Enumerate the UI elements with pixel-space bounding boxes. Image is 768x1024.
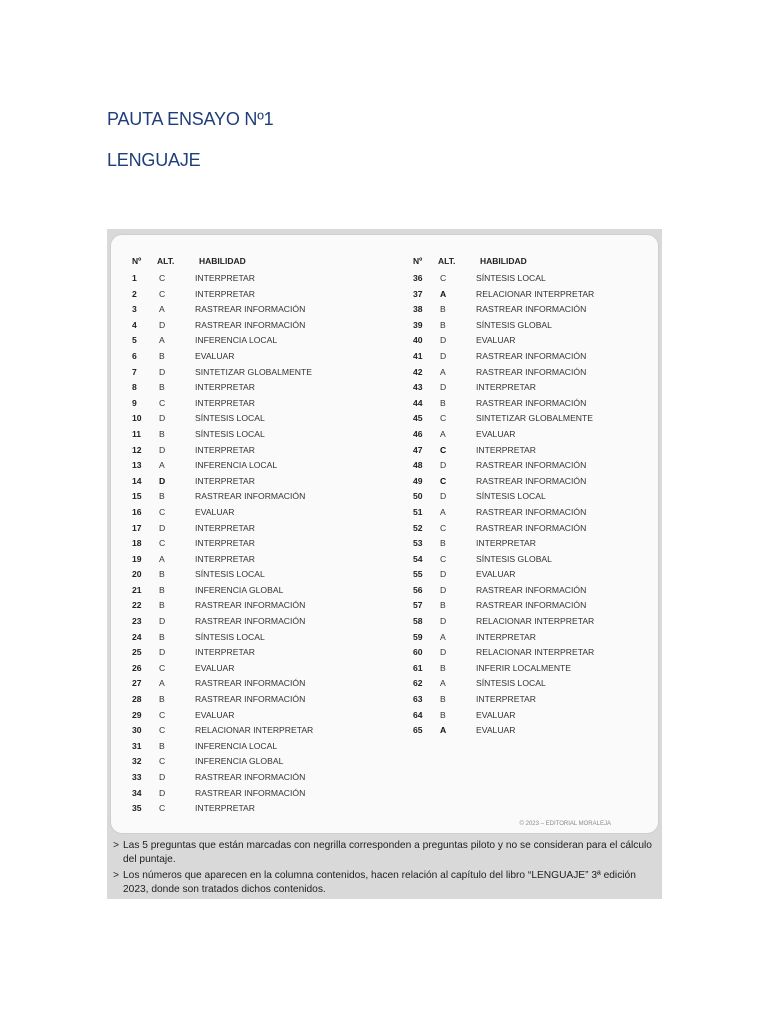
question-number: 15: [132, 491, 142, 502]
question-number: 50: [413, 491, 423, 502]
answer-letter: A: [440, 678, 446, 689]
question-number: 21: [132, 584, 142, 595]
answer-letter: A: [440, 288, 447, 299]
answer-letter: D: [440, 647, 447, 658]
answer-letter: D: [440, 569, 447, 580]
question-number: 8: [132, 382, 137, 393]
skill-label: INTERPRETAR: [195, 288, 256, 299]
skill-label: INTERPRETAR: [195, 647, 256, 658]
skill-label: RASTREAR INFORMACIÓN: [476, 350, 587, 361]
question-number: 22: [132, 600, 142, 611]
answer-letter: D: [159, 413, 166, 424]
skill-label: INTERPRETAR: [195, 475, 256, 486]
answer-letter: B: [440, 304, 446, 315]
answer-letter: C: [159, 273, 166, 283]
answer-letter: D: [440, 584, 447, 595]
answer-letter: B: [159, 631, 165, 642]
answer-letter: D: [440, 382, 447, 393]
skill-label: RASTREAR INFORMACIÓN: [476, 397, 587, 408]
skill-label: EVALUAR: [476, 725, 516, 736]
skill-label: RASTREAR INFORMACIÓN: [195, 491, 306, 502]
answer-letter: D: [159, 647, 166, 658]
skill-label: EVALUAR: [195, 662, 235, 673]
answer-letter: B: [159, 740, 165, 751]
question-number: 20: [132, 569, 142, 580]
question-number: 47: [413, 444, 423, 455]
question-number: 2: [132, 288, 137, 299]
answer-letter: C: [159, 803, 166, 814]
answer-letter: A: [440, 428, 446, 439]
skill-label: RELACIONAR INTERPRETAR: [476, 647, 595, 658]
skill-label: INTERPRETAR: [476, 631, 537, 642]
question-number: 65: [413, 725, 423, 736]
answer-letter: A: [440, 725, 447, 736]
answer-letter: D: [159, 366, 166, 377]
question-number: 55: [413, 569, 423, 580]
skill-label: SÍNTESIS LOCAL: [476, 273, 546, 283]
answer-letter: B: [440, 397, 446, 408]
answer-letter: D: [440, 350, 447, 361]
skill-label: SÍNTESIS GLOBAL: [476, 553, 552, 564]
answer-letter: B: [159, 600, 165, 611]
question-number: 5: [132, 335, 137, 346]
skill-label: EVALUAR: [195, 506, 235, 517]
header-num: Nº: [413, 256, 423, 266]
question-number: 32: [132, 756, 142, 767]
answer-letter: B: [159, 584, 165, 595]
question-number: 18: [132, 538, 142, 549]
question-number: 60: [413, 647, 423, 658]
answer-letter: D: [159, 475, 166, 486]
skill-label: SÍNTESIS GLOBAL: [476, 319, 552, 330]
answer-letter: B: [440, 694, 446, 705]
answer-letter: D: [440, 335, 447, 346]
question-number: 16: [132, 506, 142, 517]
question-number: 24: [132, 631, 142, 642]
question-number: 59: [413, 631, 423, 642]
skill-label: RASTREAR INFORMACIÓN: [476, 506, 587, 517]
answer-letter: A: [159, 304, 165, 315]
skill-label: INTERPRETAR: [476, 444, 537, 455]
question-number: 48: [413, 460, 423, 471]
skill-label: INTERPRETAR: [195, 803, 256, 814]
skill-label: RASTREAR INFORMACIÓN: [476, 522, 587, 533]
skill-label: INFERENCIA LOCAL: [195, 740, 278, 751]
question-number: 29: [132, 709, 142, 720]
answer-letter: B: [159, 350, 165, 361]
question-number: 11: [132, 428, 142, 439]
header-alt: ALT.: [157, 256, 175, 266]
answer-letter: B: [440, 709, 446, 720]
answer-letter: C: [440, 444, 447, 455]
skill-label: RELACIONAR INTERPRETAR: [195, 725, 314, 736]
footnote-marker: >: [113, 870, 119, 881]
footnote-text: Los números que aparecen en la columna contenidos, hacen relación al capítulo del libro “LENGUAJE” 3ª edición 2023, donde son tratados dichos contenidos.: [123, 870, 636, 895]
document-title: PAUTA ENSAYO Nº1: [107, 109, 274, 129]
answer-letter: C: [159, 725, 166, 736]
skill-label: RASTREAR INFORMACIÓN: [195, 304, 306, 315]
question-number: 34: [132, 787, 142, 798]
question-number: 30: [132, 725, 142, 736]
skill-label: RASTREAR INFORMACIÓN: [476, 584, 587, 595]
question-number: 51: [413, 506, 423, 517]
answer-letter: C: [440, 273, 447, 283]
skill-label: INTERPRETAR: [195, 538, 256, 549]
answer-letter: A: [159, 678, 165, 689]
answer-letter: C: [159, 709, 166, 720]
answer-letter: A: [440, 506, 446, 517]
question-number: 52: [413, 522, 423, 533]
question-number: 37: [413, 288, 423, 299]
document-subtitle: LENGUAJE: [107, 150, 201, 170]
answer-letter: D: [159, 319, 166, 330]
answer-letter: C: [159, 506, 166, 517]
copyright-notice: © 2023 – EDITORIAL MORALEJA: [519, 821, 611, 827]
header-alt: ALT.: [438, 256, 456, 266]
answer-letter: B: [159, 491, 165, 502]
skill-label: SÍNTESIS LOCAL: [195, 428, 265, 439]
question-number: 42: [413, 366, 423, 377]
skill-label: RASTREAR INFORMACIÓN: [195, 616, 306, 627]
skill-label: RASTREAR INFORMACIÓN: [476, 304, 587, 315]
question-number: 23: [132, 616, 142, 627]
skill-label: INFERENCIA LOCAL: [195, 335, 278, 346]
skill-label: EVALUAR: [476, 709, 516, 720]
skill-label: SÍNTESIS LOCAL: [195, 631, 265, 642]
question-number: 26: [132, 662, 142, 673]
skill-label: INFERENCIA LOCAL: [195, 460, 278, 471]
question-number: 27: [132, 678, 142, 689]
question-number: 31: [132, 740, 142, 751]
skill-label: INTERPRETAR: [195, 397, 256, 408]
footnotes: [113, 839, 658, 899]
answer-letter: D: [159, 616, 166, 627]
answer-letter: D: [440, 616, 447, 627]
skill-label: INTERPRETAR: [195, 522, 256, 533]
question-number: 62: [413, 678, 423, 689]
answer-letter: C: [440, 413, 447, 424]
answer-letter: B: [440, 319, 446, 330]
footnote: [113, 869, 658, 896]
skill-label: RASTREAR INFORMACIÓN: [195, 772, 306, 782]
question-number: 45: [413, 413, 423, 424]
skill-label: SÍNTESIS LOCAL: [476, 491, 546, 502]
question-number: 38: [413, 304, 423, 315]
skill-label: INTERPRETAR: [195, 273, 256, 283]
skill-label: RASTREAR INFORMACIÓN: [195, 678, 306, 689]
question-number: 61: [413, 662, 423, 673]
skill-label: INTERPRETAR: [195, 444, 256, 455]
answer-letter: A: [440, 366, 446, 377]
question-number: 25: [132, 647, 142, 658]
footnote-text: Las 5 preguntas que están marcadas con negrilla corresponden a preguntas piloto y no se consideran para el cálculo del puntaje.: [123, 840, 652, 865]
header-habilidad: HABILIDAD: [480, 256, 527, 266]
skill-label: RELACIONAR INTERPRETAR: [476, 288, 595, 299]
answer-letter: B: [159, 569, 165, 580]
footnote: [113, 839, 658, 866]
skill-label: EVALUAR: [195, 709, 235, 720]
answer-letter: D: [159, 444, 166, 455]
answer-letter: D: [159, 772, 166, 782]
skill-label: RASTREAR INFORMACIÓN: [476, 475, 587, 486]
skill-label: EVALUAR: [195, 350, 235, 361]
answer-key-card: [110, 234, 659, 834]
answer-letter: B: [159, 428, 165, 439]
answer-letter: A: [159, 553, 165, 564]
skill-label: INTERPRETAR: [476, 694, 537, 705]
question-number: 10: [132, 413, 142, 424]
question-number: 4: [132, 319, 137, 330]
skill-label: INTERPRETAR: [195, 382, 256, 393]
answer-letter: C: [440, 475, 447, 486]
question-number: 58: [413, 616, 423, 627]
question-number: 1: [132, 273, 137, 283]
footnote-marker: >: [113, 840, 119, 851]
skill-label: RASTREAR INFORMACIÓN: [476, 366, 587, 377]
skill-label: INFERENCIA GLOBAL: [195, 756, 284, 767]
answer-letter: B: [159, 694, 165, 705]
skill-label: INTERPRETAR: [195, 553, 256, 564]
skill-label: RASTREAR INFORMACIÓN: [195, 600, 306, 611]
skill-label: EVALUAR: [476, 428, 516, 439]
question-number: 36: [413, 273, 423, 283]
question-number: 35: [132, 803, 142, 814]
question-number: 56: [413, 584, 423, 595]
answer-letter: B: [440, 662, 446, 673]
question-number: 19: [132, 553, 142, 564]
answer-letter: A: [159, 460, 165, 471]
question-number: 3: [132, 304, 137, 315]
question-number: 63: [413, 694, 423, 705]
skill-label: SÍNTESIS LOCAL: [195, 569, 265, 580]
question-number: 9: [132, 397, 137, 408]
answer-letter: D: [440, 491, 447, 502]
answer-letter: B: [440, 600, 446, 611]
skill-label: RASTREAR INFORMACIÓN: [195, 319, 306, 330]
question-number: 43: [413, 382, 423, 393]
question-number: 64: [413, 709, 423, 720]
question-number: 12: [132, 444, 142, 455]
answer-letter: D: [159, 522, 166, 533]
answer-letter: D: [159, 787, 166, 798]
skill-label: RASTREAR INFORMACIÓN: [476, 460, 587, 471]
skill-label: INFERIR LOCALMENTE: [476, 662, 572, 673]
question-number: 6: [132, 350, 137, 361]
question-number: 46: [413, 428, 423, 439]
question-number: 17: [132, 522, 142, 533]
skill-label: SINTETIZAR GLOBALMENTE: [476, 413, 593, 424]
answer-letter: D: [440, 460, 447, 471]
skill-label: EVALUAR: [476, 569, 516, 580]
question-number: 7: [132, 366, 137, 377]
answer-letter: B: [159, 382, 165, 393]
skill-label: EVALUAR: [476, 335, 516, 346]
skill-label: RASTREAR INFORMACIÓN: [195, 787, 306, 798]
skill-label: RASTREAR INFORMACIÓN: [476, 600, 587, 611]
answer-letter: C: [159, 397, 166, 408]
skill-label: SÍNTESIS LOCAL: [195, 413, 265, 424]
answer-letter: C: [159, 288, 166, 299]
question-number: 57: [413, 600, 423, 611]
answer-letter: A: [159, 335, 165, 346]
question-number: 13: [132, 460, 142, 471]
question-number: 40: [413, 335, 423, 346]
question-number: 53: [413, 538, 423, 549]
skill-label: SÍNTESIS LOCAL: [476, 678, 546, 689]
question-number: 33: [132, 772, 142, 782]
answer-letter: C: [159, 538, 166, 549]
question-number: 44: [413, 397, 423, 408]
question-number: 28: [132, 694, 142, 705]
skill-label: SINTETIZAR GLOBALMENTE: [195, 366, 312, 377]
skill-label: INFERENCIA GLOBAL: [195, 584, 284, 595]
answer-letter: B: [440, 538, 446, 549]
skill-label: INTERPRETAR: [476, 382, 537, 393]
header-num: Nº: [132, 256, 142, 266]
question-number: 54: [413, 553, 423, 564]
skill-label: RASTREAR INFORMACIÓN: [195, 694, 306, 705]
answer-letter: C: [159, 662, 166, 673]
skill-label: INTERPRETAR: [476, 538, 537, 549]
answer-letter: C: [159, 756, 166, 767]
answer-letter: C: [440, 522, 447, 533]
question-number: 14: [132, 475, 142, 486]
question-number: 41: [413, 350, 423, 361]
answer-letter: A: [440, 631, 446, 642]
answer-letter: C: [440, 553, 447, 564]
question-number: 39: [413, 319, 423, 330]
skill-label: RELACIONAR INTERPRETAR: [476, 616, 595, 627]
question-number: 49: [413, 475, 423, 486]
header-habilidad: HABILIDAD: [199, 256, 246, 266]
